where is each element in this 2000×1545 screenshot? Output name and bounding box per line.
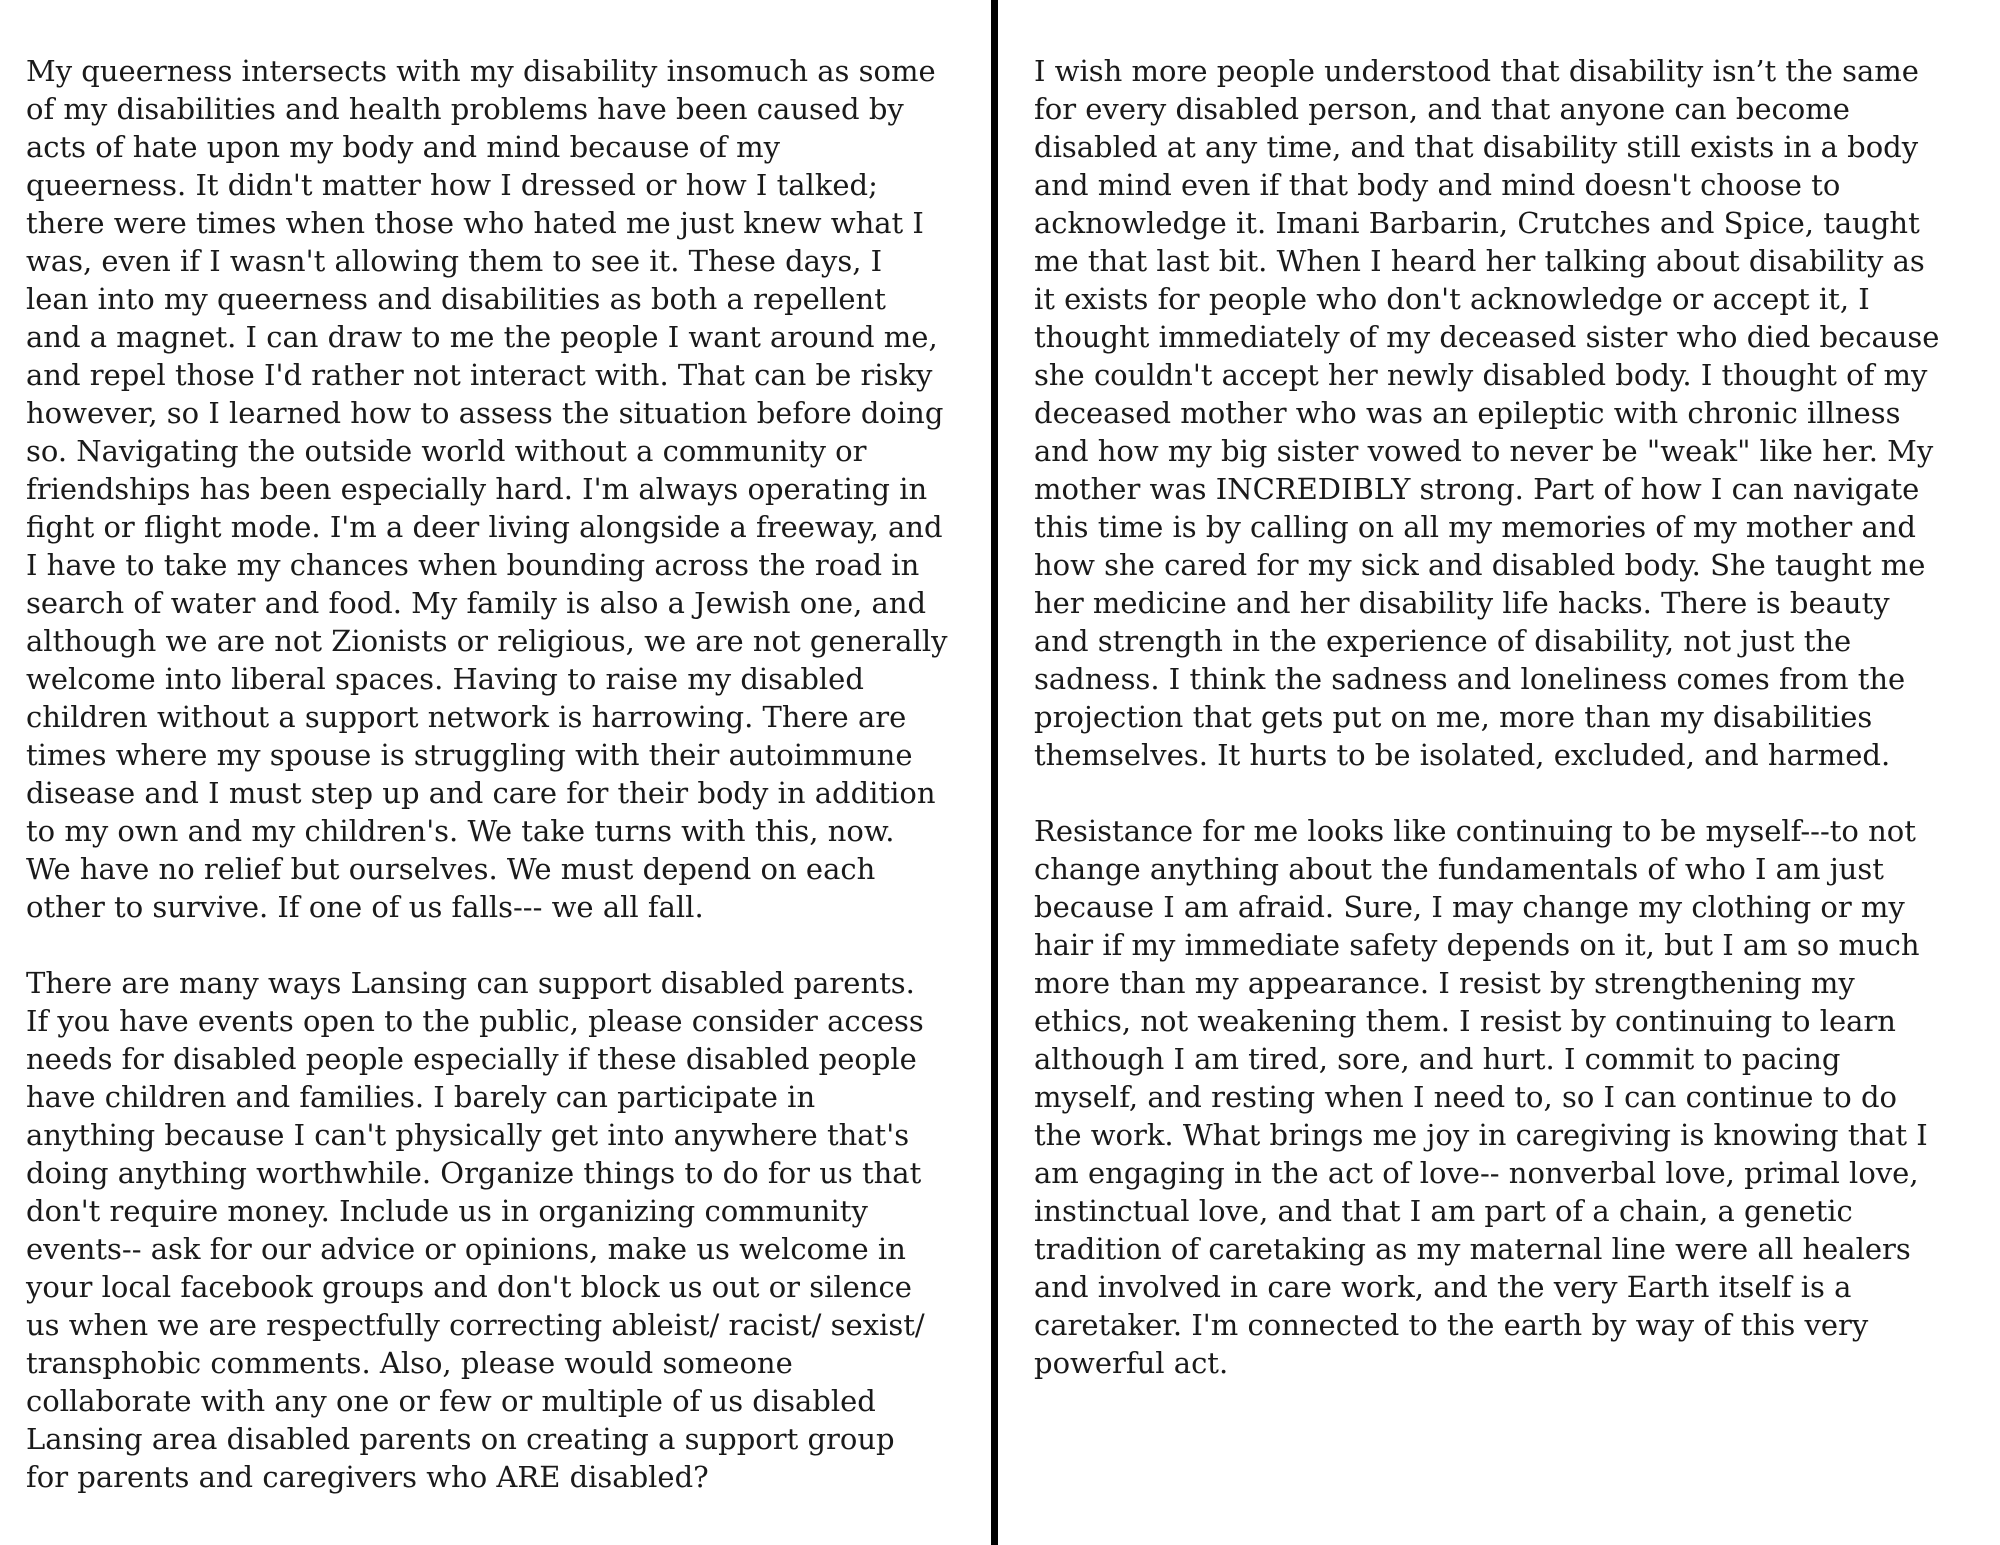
text-line: myself, and resting when I need to, so I can continue to do [1034,1080,1898,1114]
text-line: have children and families. I barely can participate in [26,1080,816,1114]
text-line: My queerness intersects with my disability insomuch as some [26,54,936,88]
text-line: collaborate with any one or few or multiple of us disabled [26,1384,876,1418]
left-paragraph-1 [26,52,986,926]
text-line: your local facebook groups and don't block us out or silence [26,1270,912,1304]
column-divider [991,0,998,1545]
text-line: themselves. It hurts to be isolated, excluded, and harmed. [1034,738,1891,772]
text-line: ethics, not weakening them. I resist by continuing to learn [1034,1004,1896,1038]
left-paragraph-2 [26,964,986,1496]
text-line: and a magnet. I can draw to me the people I want around me, [26,320,938,354]
text-line: queerness. It didn't matter how I dressed or how I talked; [26,168,878,202]
text-line: am engaging in the act of love-- nonverbal love, primal love, [1034,1156,1919,1190]
text-line: transphobic comments. Also, please would someone [26,1346,793,1380]
text-line: for parents and caregivers who ARE disabled? [26,1460,709,1494]
text-line: although I am tired, sore, and hurt. I commit to pacing [1034,1042,1841,1076]
text-line: because I am afraid. Sure, I may change my clothing or my [1034,890,1905,924]
text-line: thought immediately of my deceased sister who died because [1034,320,1940,354]
text-line: and involved in care work, and the very Earth itself is a [1034,1270,1852,1304]
text-line: instinctual love, and that I am part of a chain, a genetic [1034,1194,1853,1228]
text-line: We have no relief but ourselves. We must depend on each [26,852,876,886]
text-line: lean into my queerness and disabilities as both a repellent [26,282,886,316]
text-line: acknowledge it. Imani Barbarin, Crutches and Spice, taught [1034,206,1920,240]
text-line: disease and I must step up and care for their body in addition [26,776,936,810]
text-line: fight or flight mode. I'm a deer living alongside a freeway, and [26,510,943,544]
text-line: hair if my immediate safety depends on it, but I am so much [1034,928,1920,962]
text-line: friendships has been especially hard. I'm always operating in [26,472,928,506]
text-line: and mind even if that body and mind doesn't choose to [1034,168,1841,202]
text-line: of my disabilities and health problems have been caused by [26,92,904,126]
text-line: Lansing area disabled parents on creating a support group [26,1422,895,1456]
text-line: events-- ask for our advice or opinions, make us welcome in [26,1232,906,1266]
text-line: me that last bit. When I heard her talking about disability as [1034,244,1925,278]
text-line: how she cared for my sick and disabled body. She taught me [1034,548,1926,582]
text-line: Resistance for me looks like continuing to be myself---to not [1034,814,1916,848]
text-line: acts of hate upon my body and mind because of my [26,130,781,164]
text-line: it exists for people who don't acknowledge or accept it, I [1034,282,1870,316]
text-line: sadness. I think the sadness and loneliness comes from the [1034,662,1906,696]
text-line: deceased mother who was an epileptic with chronic illness [1034,396,1901,430]
text-line: this time is by calling on all my memories of my mother and [1034,510,1916,544]
text-line: was, even if I wasn't allowing them to see it. These days, I [26,244,883,278]
text-line: powerful act. [1034,1346,1229,1380]
text-line: for every disabled person, and that anyone can become [1034,92,1850,126]
text-line: doing anything worthwhile. Organize things to do for us that [26,1156,922,1190]
text-line: children without a support network is harrowing. There are [26,700,907,734]
text-line: although we are not Zionists or religious, we are not generally [26,624,948,658]
right-paragraph-1 [1034,52,1984,774]
text-line: caretaker. I'm connected to the earth by way of this very [1034,1308,1869,1342]
text-line: disabled at any time, and that disability still exists in a body [1034,130,1919,164]
text-line: more than my appearance. I resist by strengthening my [1034,966,1855,1000]
text-line: so. Navigating the outside world without a community or [26,434,867,468]
text-line: projection that gets put on me, more than my disabilities [1034,700,1873,734]
text-line: tradition of caretaking as my maternal line were all healers [1034,1232,1911,1266]
text-line: however, so I learned how to assess the situation before doing [26,396,944,430]
right-paragraph-2 [1034,812,1984,1382]
text-line: There are many ways Lansing can support disabled parents. [26,966,915,1000]
text-line: the work. What brings me joy in caregiving is knowing that I [1034,1118,1928,1152]
text-line: needs for disabled people especially if these disabled people [26,1042,917,1076]
text-line: to my own and my children's. We take turns with this, now. [26,814,895,848]
text-line: us when we are respectfully correcting ableist/ racist/ sexist/ [26,1308,925,1342]
text-line: mother was INCREDIBLY strong. Part of how I can navigate [1034,472,1920,506]
text-line: times where my spouse is struggling with their autoimmune [26,738,913,772]
text-line: anything because I can't physically get into anywhere that's [26,1118,910,1152]
text-line: there were times when those who hated me just knew what I [26,206,924,240]
left-text-column [26,52,986,1534]
right-text-column [1034,52,1984,1420]
text-line: I wish more people understood that disability isn’t the same [1034,54,1919,88]
text-line: and strength in the experience of disability, not just the [1034,624,1852,658]
text-line: and repel those I'd rather not interact with. That can be risky [26,358,933,392]
text-line: her medicine and her disability life hacks. There is beauty [1034,586,1890,620]
text-line: other to survive. If one of us falls--- we all fall. [26,890,704,924]
text-line: welcome into liberal spaces. Having to raise my disabled [26,662,864,696]
text-line: don't require money. Include us in organizing community [26,1194,868,1228]
text-line: If you have events open to the public, please consider access [26,1004,924,1038]
text-line: search of water and food. My family is also a Jewish one, and [26,586,927,620]
text-line: I have to take my chances when bounding across the road in [26,548,920,582]
text-line: and how my big sister vowed to never be "weak" like her. My [1034,434,1934,468]
text-line: she couldn't accept her newly disabled body. I thought of my [1034,358,1928,392]
text-line: change anything about the fundamentals of who I am just [1034,852,1884,886]
